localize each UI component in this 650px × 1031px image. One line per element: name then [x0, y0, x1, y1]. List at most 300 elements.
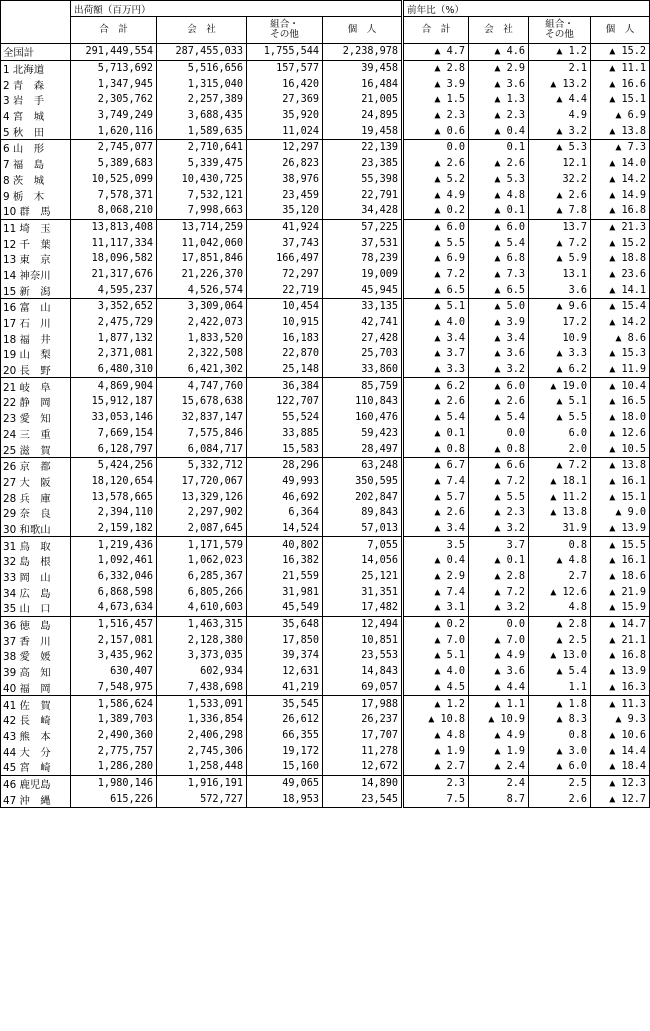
cell-individual: 22,139 — [323, 140, 403, 156]
cell-p-union: ▲ 5.5 — [529, 410, 591, 426]
cell-p-company: ▲ 1.3 — [469, 92, 529, 108]
cell-p-total: ▲ 0.4 — [403, 553, 469, 569]
cell-p-total: ▲ 4.5 — [403, 680, 469, 696]
header-blank-2 — [1, 17, 71, 44]
cell-total: 4,673,634 — [71, 600, 157, 616]
table-row — [1, 553, 650, 569]
cell-p-union: 0.8 — [529, 728, 591, 744]
cell-p-individual: ▲ 21.9 — [591, 584, 650, 600]
cell-company: 7,532,121 — [157, 187, 247, 203]
cell-union: 55,524 — [247, 410, 323, 426]
cell-union: 22,719 — [247, 282, 323, 298]
cell-p-individual: ▲ 11.1 — [591, 60, 650, 76]
cell-total: 630,407 — [71, 664, 157, 680]
cell-p-total: ▲ 6.2 — [403, 378, 469, 394]
cell-p-total: ▲ 2.6 — [403, 505, 469, 521]
cell-company: 17,720,067 — [157, 474, 247, 490]
cell-p-union: ▲ 8.3 — [529, 712, 591, 728]
cell-p-company: ▲ 5.4 — [469, 235, 529, 251]
cell-p-total: ▲ 5.1 — [403, 299, 469, 315]
cell-p-union: ▲ 4.4 — [529, 92, 591, 108]
cell-p-union: ▲ 2.5 — [529, 632, 591, 648]
cell-p-individual: ▲ 16.8 — [591, 648, 650, 664]
cell-p-union: 6.0 — [529, 426, 591, 442]
cell-p-company: 8.7 — [469, 791, 529, 807]
cell-p-total: 7.5 — [403, 791, 469, 807]
cell-total: 1,389,703 — [71, 712, 157, 728]
cell-p-individual: ▲ 14.1 — [591, 282, 650, 298]
cell-total: 2,371,081 — [71, 346, 157, 362]
cell-individual: 17,707 — [323, 728, 403, 744]
cell-p-union: 13.7 — [529, 219, 591, 235]
table-row — [1, 315, 650, 331]
cell-p-individual: ▲ 6.9 — [591, 108, 650, 124]
cell-individual: 23,553 — [323, 648, 403, 664]
prefecture-name: 24 三 重 — [1, 426, 71, 442]
cell-union: 6,364 — [247, 505, 323, 521]
cell-total: 3,435,962 — [71, 648, 157, 664]
cell-p-total: ▲ 3.4 — [403, 521, 469, 537]
cell-p-union: ▲ 3.0 — [529, 743, 591, 759]
header-yoy-group: 前年比（%） — [403, 1, 650, 17]
cell-p-union: 10.9 — [529, 330, 591, 346]
cell-total: 291,449,554 — [71, 44, 157, 61]
cell-p-union: ▲ 12.6 — [529, 584, 591, 600]
cell-p-individual: ▲ 12.3 — [591, 775, 650, 791]
cell-union: 35,545 — [247, 696, 323, 712]
cell-p-union: 13.1 — [529, 267, 591, 283]
cell-union: 40,802 — [247, 537, 323, 553]
cell-p-company: ▲ 3.2 — [469, 521, 529, 537]
cell-total: 2,394,110 — [71, 505, 157, 521]
cell-company: 17,851,846 — [157, 251, 247, 267]
cell-total: 3,749,249 — [71, 108, 157, 124]
header-pct-individual: 個 人 — [591, 17, 650, 44]
cell-p-individual: ▲ 12.6 — [591, 426, 650, 442]
cell-total: 7,578,371 — [71, 187, 157, 203]
prefecture-name: 6 山 形 — [1, 140, 71, 156]
cell-individual: 23,385 — [323, 156, 403, 172]
cell-p-individual: ▲ 21.1 — [591, 632, 650, 648]
cell-union: 19,172 — [247, 743, 323, 759]
cell-company: 7,438,698 — [157, 680, 247, 696]
cell-individual: 57,225 — [323, 219, 403, 235]
cell-individual: 69,057 — [323, 680, 403, 696]
cell-p-individual: ▲ 10.4 — [591, 378, 650, 394]
header-row-group — [1, 1, 650, 17]
prefecture-name: 18 福 井 — [1, 330, 71, 346]
cell-individual: 16,484 — [323, 76, 403, 92]
cell-p-individual: ▲ 16.6 — [591, 76, 650, 92]
prefecture-name: 41 佐 賀 — [1, 696, 71, 712]
cell-p-company: ▲ 5.4 — [469, 410, 529, 426]
cell-company: 6,421,302 — [157, 362, 247, 378]
header-row-columns — [1, 17, 650, 44]
table-row — [1, 203, 650, 219]
cell-p-individual: ▲ 15.1 — [591, 92, 650, 108]
cell-individual: 23,545 — [323, 791, 403, 807]
cell-union: 26,823 — [247, 156, 323, 172]
cell-total: 11,117,334 — [71, 235, 157, 251]
table-body — [1, 44, 650, 808]
table-row — [1, 60, 650, 76]
cell-individual: 10,851 — [323, 632, 403, 648]
cell-company: 6,805,266 — [157, 584, 247, 600]
table-row — [1, 489, 650, 505]
cell-union: 16,382 — [247, 553, 323, 569]
prefecture-name: 1 北海道 — [1, 60, 71, 76]
cell-total: 1,877,132 — [71, 330, 157, 346]
cell-individual: 59,423 — [323, 426, 403, 442]
cell-total: 1,516,457 — [71, 616, 157, 632]
cell-p-company: 3.7 — [469, 537, 529, 553]
cell-p-individual: ▲ 9.0 — [591, 505, 650, 521]
cell-p-company: ▲ 1.9 — [469, 743, 529, 759]
cell-total: 8,068,210 — [71, 203, 157, 219]
cell-p-union: ▲ 2.8 — [529, 616, 591, 632]
cell-total: 21,317,676 — [71, 267, 157, 283]
cell-total: 13,578,665 — [71, 489, 157, 505]
cell-p-individual: ▲ 16.8 — [591, 203, 650, 219]
cell-p-individual: ▲ 15.2 — [591, 44, 650, 61]
cell-p-union: ▲ 1.8 — [529, 696, 591, 712]
cell-p-total: ▲ 0.2 — [403, 616, 469, 632]
cell-individual: 11,278 — [323, 743, 403, 759]
cell-company: 1,533,091 — [157, 696, 247, 712]
cell-company: 10,430,725 — [157, 172, 247, 188]
cell-individual: 55,398 — [323, 172, 403, 188]
cell-union: 35,920 — [247, 108, 323, 124]
cell-p-total: ▲ 4.9 — [403, 187, 469, 203]
table-row — [1, 728, 650, 744]
header-shipments-group: 出荷額（百万円） — [71, 1, 403, 17]
cell-p-individual: ▲ 10.5 — [591, 441, 650, 457]
cell-total: 18,120,654 — [71, 474, 157, 490]
prefecture-name: 39 高 知 — [1, 664, 71, 680]
prefecture-name: 30 和歌山 — [1, 521, 71, 537]
cell-p-total: ▲ 7.0 — [403, 632, 469, 648]
cell-p-individual: ▲ 16.1 — [591, 553, 650, 569]
cell-p-individual: ▲ 13.8 — [591, 123, 650, 139]
cell-p-company: ▲ 2.6 — [469, 156, 529, 172]
cell-p-total: ▲ 3.7 — [403, 346, 469, 362]
table-row — [1, 759, 650, 775]
cell-p-individual: ▲ 18.8 — [591, 251, 650, 267]
cell-company: 1,171,579 — [157, 537, 247, 553]
table-row — [1, 648, 650, 664]
cell-total: 13,813,408 — [71, 219, 157, 235]
cell-union: 25,148 — [247, 362, 323, 378]
cell-total: 33,053,146 — [71, 410, 157, 426]
cell-individual: 22,791 — [323, 187, 403, 203]
cell-company: 3,688,435 — [157, 108, 247, 124]
cell-p-individual: ▲ 13.8 — [591, 457, 650, 473]
prefecture-name: 31 鳥 取 — [1, 537, 71, 553]
cell-individual: 14,056 — [323, 553, 403, 569]
prefecture-name: 36 徳 島 — [1, 616, 71, 632]
cell-union: 157,577 — [247, 60, 323, 76]
cell-p-union: 2.0 — [529, 441, 591, 457]
cell-company: 32,837,147 — [157, 410, 247, 426]
cell-total: 2,475,729 — [71, 315, 157, 331]
cell-p-total: ▲ 2.8 — [403, 60, 469, 76]
cell-union: 21,559 — [247, 569, 323, 585]
table-row — [1, 426, 650, 442]
header-individual: 個 人 — [323, 17, 403, 44]
cell-p-company: ▲ 3.9 — [469, 315, 529, 331]
cell-total: 2,775,757 — [71, 743, 157, 759]
cell-p-individual: ▲ 15.9 — [591, 600, 650, 616]
prefecture-name: 45 宮 崎 — [1, 759, 71, 775]
cell-p-total: ▲ 2.6 — [403, 394, 469, 410]
cell-p-union: ▲ 2.6 — [529, 187, 591, 203]
cell-individual: 34,428 — [323, 203, 403, 219]
cell-p-total: ▲ 5.7 — [403, 489, 469, 505]
cell-total: 7,669,154 — [71, 426, 157, 442]
cell-p-total: ▲ 6.0 — [403, 219, 469, 235]
table-row — [1, 346, 650, 362]
cell-union: 49,065 — [247, 775, 323, 791]
cell-individual: 350,595 — [323, 474, 403, 490]
cell-union: 1,755,544 — [247, 44, 323, 61]
cell-p-total: ▲ 7.4 — [403, 584, 469, 600]
header-blank — [1, 1, 71, 17]
cell-union: 15,160 — [247, 759, 323, 775]
cell-p-individual: ▲ 15.4 — [591, 299, 650, 315]
cell-company: 7,998,663 — [157, 203, 247, 219]
cell-union: 12,297 — [247, 140, 323, 156]
cell-p-individual: ▲ 14.4 — [591, 743, 650, 759]
cell-company: 2,745,306 — [157, 743, 247, 759]
cell-company: 2,710,641 — [157, 140, 247, 156]
cell-company: 5,332,712 — [157, 457, 247, 473]
cell-company: 2,128,380 — [157, 632, 247, 648]
cell-total: 4,869,904 — [71, 378, 157, 394]
cell-union: 10,454 — [247, 299, 323, 315]
cell-p-individual: ▲ 8.6 — [591, 330, 650, 346]
table-row — [1, 457, 650, 473]
cell-total: 1,586,624 — [71, 696, 157, 712]
cell-p-total: ▲ 4.0 — [403, 315, 469, 331]
cell-individual: 110,843 — [323, 394, 403, 410]
cell-p-total: ▲ 2.6 — [403, 156, 469, 172]
prefecture-name: 7 福 島 — [1, 156, 71, 172]
cell-p-company: ▲ 7.0 — [469, 632, 529, 648]
cell-p-company: ▲ 5.5 — [469, 489, 529, 505]
cell-union: 17,850 — [247, 632, 323, 648]
cell-individual: 14,890 — [323, 775, 403, 791]
cell-p-total: ▲ 5.5 — [403, 235, 469, 251]
cell-p-individual: ▲ 18.6 — [591, 569, 650, 585]
cell-p-union: 12.1 — [529, 156, 591, 172]
cell-p-union: ▲ 3.3 — [529, 346, 591, 362]
cell-p-total: ▲ 3.4 — [403, 330, 469, 346]
cell-total: 615,226 — [71, 791, 157, 807]
prefecture-name: 12 千 葉 — [1, 235, 71, 251]
cell-p-total: ▲ 0.6 — [403, 123, 469, 139]
cell-p-company: ▲ 7.3 — [469, 267, 529, 283]
cell-p-company: 0.1 — [469, 140, 529, 156]
prefecture-name: 15 新 潟 — [1, 282, 71, 298]
prefecture-name: 33 岡 山 — [1, 569, 71, 585]
cell-company: 2,322,508 — [157, 346, 247, 362]
cell-company: 1,315,040 — [157, 76, 247, 92]
prefecture-name: 32 島 根 — [1, 553, 71, 569]
cell-p-individual: ▲ 18.0 — [591, 410, 650, 426]
table-row — [1, 696, 650, 712]
cell-company: 3,309,064 — [157, 299, 247, 315]
cell-union: 166,497 — [247, 251, 323, 267]
cell-company: 287,455,033 — [157, 44, 247, 61]
cell-individual: 33,860 — [323, 362, 403, 378]
cell-p-company: ▲ 3.6 — [469, 664, 529, 680]
cell-p-company: 0.0 — [469, 426, 529, 442]
cell-total: 1,620,116 — [71, 123, 157, 139]
cell-p-company: ▲ 4.9 — [469, 648, 529, 664]
cell-p-company: ▲ 0.1 — [469, 203, 529, 219]
header-pct-union: 組合・ その他 — [529, 17, 591, 44]
cell-p-total: ▲ 4.7 — [403, 44, 469, 61]
cell-p-individual: ▲ 21.3 — [591, 219, 650, 235]
cell-p-total: ▲ 0.2 — [403, 203, 469, 219]
cell-p-union: 32.2 — [529, 172, 591, 188]
header-company: 会 社 — [157, 17, 247, 44]
cell-individual: 25,703 — [323, 346, 403, 362]
cell-p-company: ▲ 4.6 — [469, 44, 529, 61]
cell-p-company: ▲ 2.3 — [469, 108, 529, 124]
table-row — [1, 441, 650, 457]
prefecture-name: 25 滋 賀 — [1, 441, 71, 457]
cell-individual: 33,135 — [323, 299, 403, 315]
cell-p-union: ▲ 6.0 — [529, 759, 591, 775]
cell-p-company: ▲ 3.6 — [469, 76, 529, 92]
cell-union: 122,707 — [247, 394, 323, 410]
cell-p-individual: ▲ 15.2 — [591, 235, 650, 251]
cell-p-union: 0.8 — [529, 537, 591, 553]
prefecture-name: 20 長 野 — [1, 362, 71, 378]
table-row — [1, 505, 650, 521]
table-row — [1, 76, 650, 92]
table-row — [1, 743, 650, 759]
cell-union: 11,024 — [247, 123, 323, 139]
cell-p-total: ▲ 0.1 — [403, 426, 469, 442]
cell-p-individual: ▲ 11.9 — [591, 362, 650, 378]
cell-union: 31,981 — [247, 584, 323, 600]
cell-p-total: ▲ 6.5 — [403, 282, 469, 298]
table-row — [1, 474, 650, 490]
cell-p-company: ▲ 2.3 — [469, 505, 529, 521]
cell-individual: 27,428 — [323, 330, 403, 346]
cell-p-total: ▲ 7.4 — [403, 474, 469, 490]
prefecture-name: 47 沖 縄 — [1, 791, 71, 807]
cell-p-company: ▲ 5.3 — [469, 172, 529, 188]
table-row — [1, 410, 650, 426]
cell-company: 15,678,638 — [157, 394, 247, 410]
cell-p-total: ▲ 2.9 — [403, 569, 469, 585]
cell-p-company: ▲ 5.0 — [469, 299, 529, 315]
cell-company: 4,610,603 — [157, 600, 247, 616]
prefecture-name: 38 愛 媛 — [1, 648, 71, 664]
cell-total: 1,980,146 — [71, 775, 157, 791]
cell-union: 14,524 — [247, 521, 323, 537]
cell-p-union: 2.5 — [529, 775, 591, 791]
prefecture-name: 13 東 京 — [1, 251, 71, 267]
cell-p-union: ▲ 7.2 — [529, 457, 591, 473]
table-row — [1, 378, 650, 394]
table-row — [1, 219, 650, 235]
cell-p-union: ▲ 6.2 — [529, 362, 591, 378]
cell-individual: 2,238,978 — [323, 44, 403, 61]
cell-total: 2,305,762 — [71, 92, 157, 108]
cell-p-union: 1.1 — [529, 680, 591, 696]
cell-p-total: ▲ 3.9 — [403, 76, 469, 92]
cell-p-total: ▲ 5.2 — [403, 172, 469, 188]
prefecture-name: 22 静 岡 — [1, 394, 71, 410]
cell-p-individual: ▲ 16.3 — [591, 680, 650, 696]
cell-p-company: ▲ 6.6 — [469, 457, 529, 473]
cell-p-company: ▲ 3.2 — [469, 362, 529, 378]
cell-individual: 160,476 — [323, 410, 403, 426]
cell-p-company: ▲ 2.9 — [469, 60, 529, 76]
cell-total: 15,912,187 — [71, 394, 157, 410]
cell-p-union: ▲ 5.9 — [529, 251, 591, 267]
header-union: 組合・ その他 — [247, 17, 323, 44]
cell-total: 5,389,683 — [71, 156, 157, 172]
table-row — [1, 235, 650, 251]
table-row — [1, 267, 650, 283]
cell-p-company: ▲ 4.9 — [469, 728, 529, 744]
cell-p-individual: ▲ 14.2 — [591, 315, 650, 331]
cell-union: 36,384 — [247, 378, 323, 394]
cell-union: 35,120 — [247, 203, 323, 219]
table-row — [1, 362, 650, 378]
cell-total: 1,286,280 — [71, 759, 157, 775]
prefecture-name: 10 群 馬 — [1, 203, 71, 219]
cell-p-total: 2.3 — [403, 775, 469, 791]
table-row — [1, 299, 650, 315]
header-total: 合 計 — [71, 17, 157, 44]
cell-p-union: 17.2 — [529, 315, 591, 331]
cell-union: 15,583 — [247, 441, 323, 457]
table-row — [1, 140, 650, 156]
cell-p-individual: ▲ 16.1 — [591, 474, 650, 490]
cell-p-individual: ▲ 14.0 — [591, 156, 650, 172]
table-row — [1, 92, 650, 108]
prefecture-name: 全国計 — [1, 44, 71, 61]
cell-company: 13,714,259 — [157, 219, 247, 235]
cell-total: 6,868,598 — [71, 584, 157, 600]
cell-individual: 21,005 — [323, 92, 403, 108]
table-row — [1, 108, 650, 124]
cell-company: 1,336,854 — [157, 712, 247, 728]
cell-p-union: ▲ 1.2 — [529, 44, 591, 61]
cell-union: 49,993 — [247, 474, 323, 490]
header-pct-company: 会 社 — [469, 17, 529, 44]
cell-individual: 89,843 — [323, 505, 403, 521]
cell-p-company: ▲ 2.4 — [469, 759, 529, 775]
national-total-row — [1, 44, 650, 61]
cell-p-individual: ▲ 15.5 — [591, 537, 650, 553]
prefecture-name: 19 山 梨 — [1, 346, 71, 362]
table-row — [1, 187, 650, 203]
cell-union: 37,743 — [247, 235, 323, 251]
cell-p-individual: ▲ 18.4 — [591, 759, 650, 775]
cell-union: 39,374 — [247, 648, 323, 664]
cell-p-company: ▲ 1.1 — [469, 696, 529, 712]
cell-individual: 17,482 — [323, 600, 403, 616]
cell-individual: 14,843 — [323, 664, 403, 680]
cell-company: 602,934 — [157, 664, 247, 680]
